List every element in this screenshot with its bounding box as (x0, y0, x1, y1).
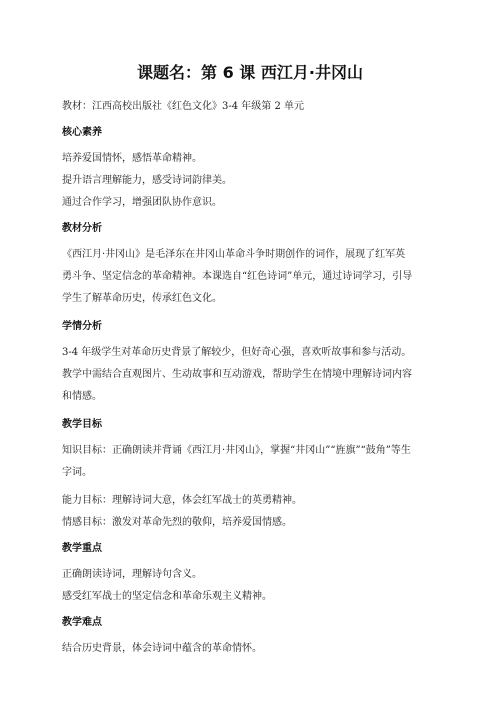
section-heading-material: 教材分析 (62, 223, 102, 234)
section-heading-key: 教学重点 (62, 543, 102, 554)
learner-paragraph (62, 342, 438, 408)
core-item: 提升语言理解能力，感受诗词韵律美。 (62, 175, 232, 186)
learner-line: 教学中需结合直观图片、生动故事和互动游戏，帮助学生在情境中理解诗词内容 (62, 369, 412, 380)
core-item: 通过合作学习，增强团队协作意识。 (62, 197, 222, 208)
knowledge-goal (62, 440, 438, 484)
knowledge-goal-line: 字词。 (62, 467, 92, 478)
textbook-info: 教材：江西高校出版社《红色文化》3-4 年级第 2 单元 (62, 101, 305, 112)
knowledge-goal-line: 知识目标：正确朗读并背诵《西江月·井冈山》，掌握“井冈山”“旌旗”“鼓角”等生 (62, 445, 411, 456)
page-title: 课题名：第 6 课 西江月·井冈山 (137, 63, 363, 82)
key-item: 感受红军战士的坚定信念和革命乐观主义精神。 (62, 591, 272, 602)
material-line: 学生了解革命历史，传承红色文化。 (62, 293, 222, 304)
material-paragraph (62, 244, 438, 310)
emotion-goal: 情感目标：激发对革命先烈的敬仰，培养爱国情感。 (62, 517, 292, 528)
section-heading-learner: 学情分析 (62, 321, 102, 332)
section-heading-core: 核心素养 (62, 127, 102, 138)
key-item: 正确朗读诗词，理解诗句含义。 (62, 569, 202, 580)
ability-goal: 能力目标：理解诗词大意，体会红军战士的英勇精神。 (62, 495, 302, 506)
learner-line: 3-4 年级学生对革命历史背景了解较少，但好奇心强，喜欢听故事和参与活动。 (62, 347, 412, 358)
material-line: 《西江月·井冈山》是毛泽东在井冈山革命斗争时期创作的词作，展现了红军英 (62, 249, 406, 260)
material-line: 勇斗争、坚定信念的革命精神。本课选自“红色诗词”单元，通过诗词学习，引导 (62, 271, 413, 282)
difficulty-item: 结合历史背景，体会诗词中蕴含的革命情怀。 (62, 643, 262, 654)
learner-line: 和情感。 (62, 391, 102, 402)
section-heading-goals: 教学目标 (62, 419, 102, 430)
core-item: 培养爱国情怀，感悟革命精神。 (62, 153, 202, 164)
section-heading-difficulty: 教学难点 (62, 617, 102, 628)
